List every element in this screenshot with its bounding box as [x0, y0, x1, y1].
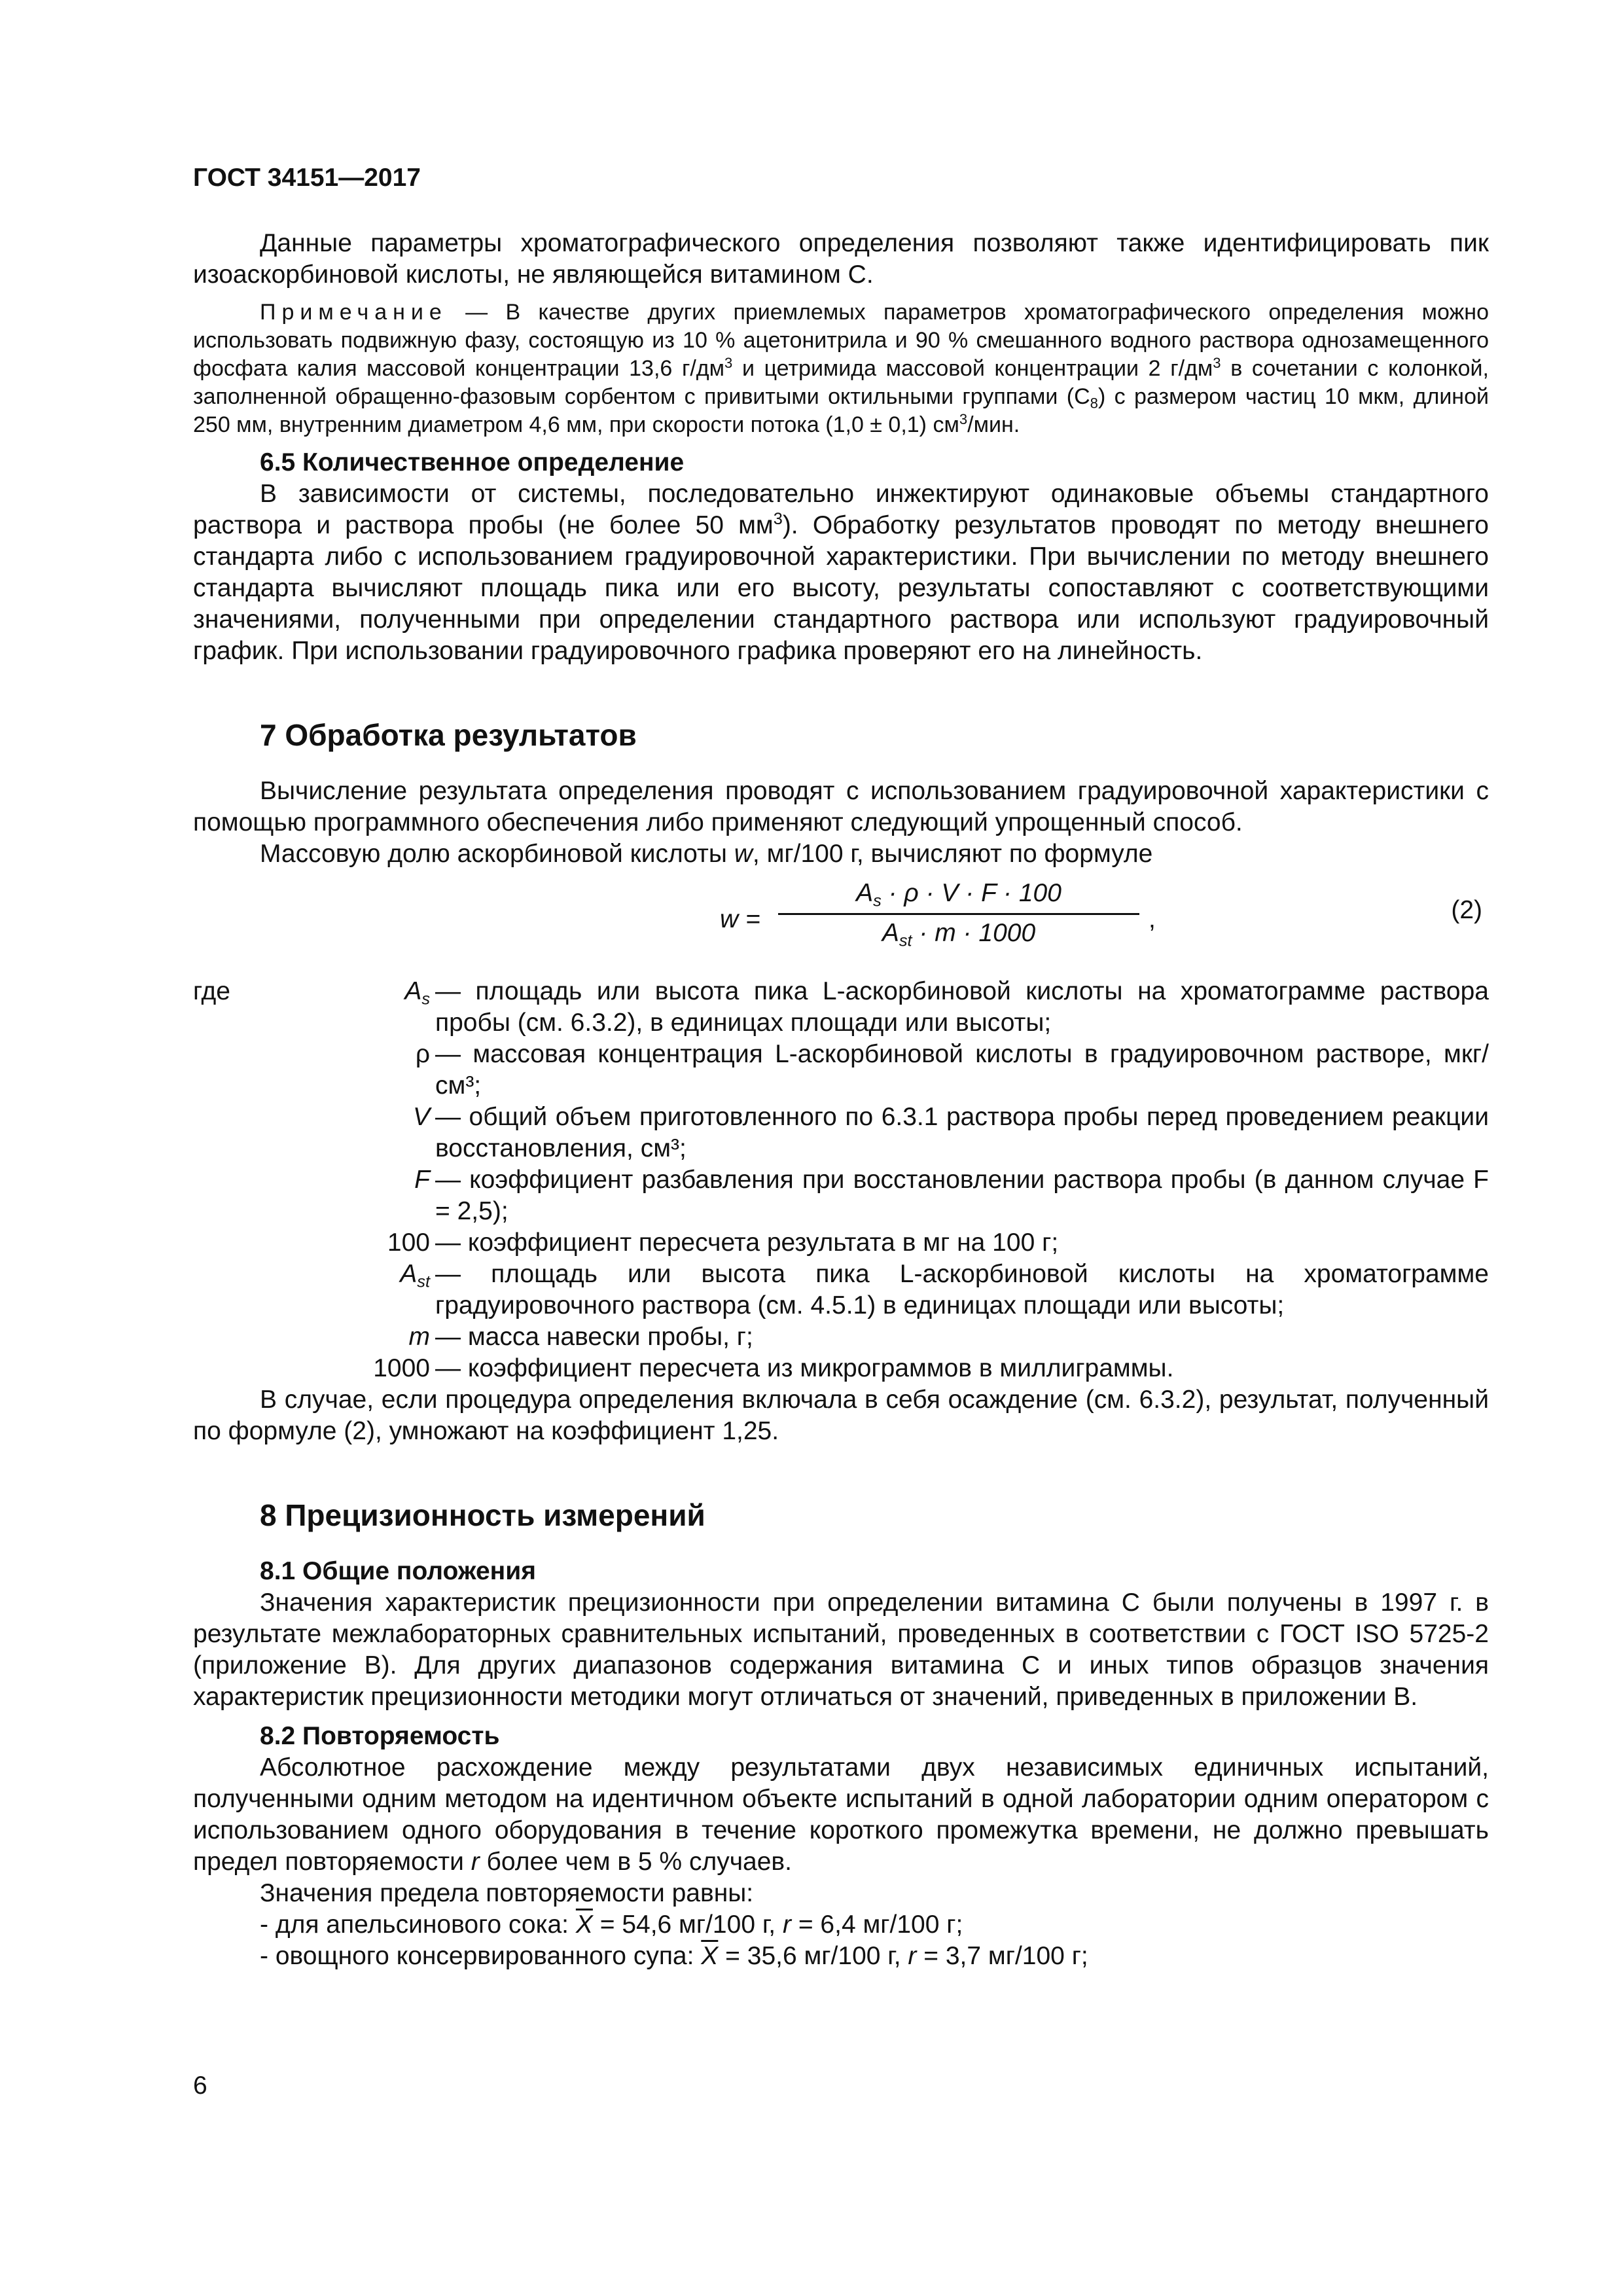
section-6-5-text: В зависимости от системы, последовательно инжектируют одинаковые объемы стандартного раствора и раствора пробы (не более 50 $мм^3$). Обработку результатов проводят по методу внешнего стандарта либо с использованием градуировочной характеристики. При вычислении по методу внешнего стандарта вычисляют площадь пика или его высоту, результаты сопоставляют с соответствующими значениями, полученными при определении стандартного раствора или используют градуировочный график. При использовании градуировочного графика проверяют его на линейность.: [193, 480, 1489, 665]
definition-row: 1000 — коэффициент пересчета из микрограммов в миллиграммы.: [373, 1354, 1174, 1382]
variable-definitions: [193, 976, 1489, 1384]
list-item: - овощного консервированного супа: $\overline{X} = 35,6$ мг/100 г, r = 3,7 мг/100 г;: [260, 1942, 1088, 1970]
definition-row: ρ — массовая концентрация L-аскорбиновой кислоты в градуировочном растворе, мкг/см³;: [415, 1040, 1489, 1100]
note-label: Примечание: [260, 300, 448, 325]
intro-paragraph: Данные параметры хроматографического определения позволяют также идентифицировать пик изоаскорбиновой кислоты, не являющейся витамином С.: [193, 229, 1489, 289]
section-8-2-heading: 8.2 Повторяемость: [260, 1722, 500, 1750]
section-7-para-1: Вычисление результата определения проводят с использованием градуировочной характеристики с помощью программного обеспечения либо применяют следующий упрощенный способ.: [193, 777, 1489, 836]
note-paragraph: Примечание — В качестве других приемлемых параметров хроматографического определения можно использовать подвижную фазу, состоящую из 10 % ацетонитрила и 90 % смешанного водного раствора однозамещенного фосфата калия массовой концентрации 13,6 $г/дм^3$ и цетримида массовой концентрации 2 $г/дм^3$ в сочетании с колонкой, заполненной обращенно-фазовым сорбентом с привитыми октильными группами $(C_8)$ с размером частиц 10 мкм, длиной 250 мм, внутренним диаметром 4,6 мм, при скорости потока (1,0 ± 0,1) $см^3$/мин.: [193, 300, 1489, 437]
formula-lhs: w =: [720, 905, 760, 933]
section-7-para-2: Массовую долю аскорбиновой кислоты w, мг/100 г, вычисляют по формуле: [260, 840, 1153, 868]
section-8-2-text: Абсолютное расхождение между результатами двух независимых единичных испытаний, полученными одним методом на идентичном объекте испытаний в одной лаборатории одним оператором с использованием одного оборудования в течение короткого промежутка времени, не должно превышать предел повторяемости r более чем в 5 % случаев.: [193, 1753, 1489, 1876]
definition-row: m — масса навески пробы, г;: [408, 1323, 753, 1351]
section-8-2-values-intro: Значения предела повторяемости равны:: [260, 1879, 754, 1907]
formula-numerator: $A_s \cdot \rho \cdot V \cdot F \cdot 100$: [856, 879, 1061, 910]
section-6-5-heading: 6.5 Количественное определение: [260, 448, 685, 476]
list-item: - для апельсинового сока: $\overline{X} = 54,6$ мг/100 г, r = 6,4 мг/100 г;: [260, 1910, 963, 1939]
formula-2: w = $A_s \cdot \rho \cdot V \cdot F \cdot 100$ $A_{st} \cdot m \cdot 1000$ , (2): [720, 879, 1482, 950]
page-content: [193, 228, 1489, 1972]
definition-row: 100 — коэффициент пересчета результата в мг на 100 г;: [387, 1229, 1059, 1257]
fraction-bar: [778, 913, 1139, 915]
formula-number: (2): [1451, 896, 1482, 924]
section-8-heading: 8 Прецизионность измерений: [260, 1498, 705, 1532]
formula-denominator: $A_{st} \cdot m \cdot 1000$: [882, 919, 1036, 950]
section-8-1-heading: 8.1 Общие положения: [260, 1557, 536, 1585]
page-number: 6: [193, 2072, 207, 2100]
section-7-para-3: В случае, если процедура определения включала в себя осаждение (см. 6.3.2), результат, полученный по формуле (2), умножают на коэффициент 1,25.: [193, 1386, 1489, 1445]
definition-row: V — общий объем приготовленного по 6.3.1 раствора пробы перед проведением реакции восстановления, см³;: [412, 1103, 1489, 1162]
formula-fraction: [762, 878, 1155, 950]
definition-row: где $A_s$ — площадь или высота пика L-аскорбиновой кислоты на хроматограмме раствора пробы (см. 6.3.2), в единицах площади или высоты;: [193, 977, 1489, 1037]
standard-header: ГОСТ 34151—2017: [193, 164, 421, 192]
definition-row: F — коэффициент разбавления при восстановлении раствора пробы (в данном случае F = 2,5);: [414, 1166, 1489, 1225]
definition-row: $A_{st}$ — площадь или высота пика L-аскорбиновой кислоты на хроматограмме градуировочного раствора (см. 4.5.1) в единицах площади или высоты;: [400, 1260, 1489, 1319]
where-label: где: [193, 977, 230, 1005]
section-7-heading: 7 Обработка результатов: [260, 718, 637, 752]
section-8-1-text: Значения характеристик прецизионности при определении витамина С были получены в 1997 г. в результате межлабораторных сравнительных испытаний, проведенных в соответствии с ГОСТ ISO 5725-2 (приложение В). Для других диапазонов содержания витамина С и иных типов образцов значения характеристик прецизионности методики могут отличаться от значений, приведенных в приложении В.: [193, 1588, 1489, 1711]
